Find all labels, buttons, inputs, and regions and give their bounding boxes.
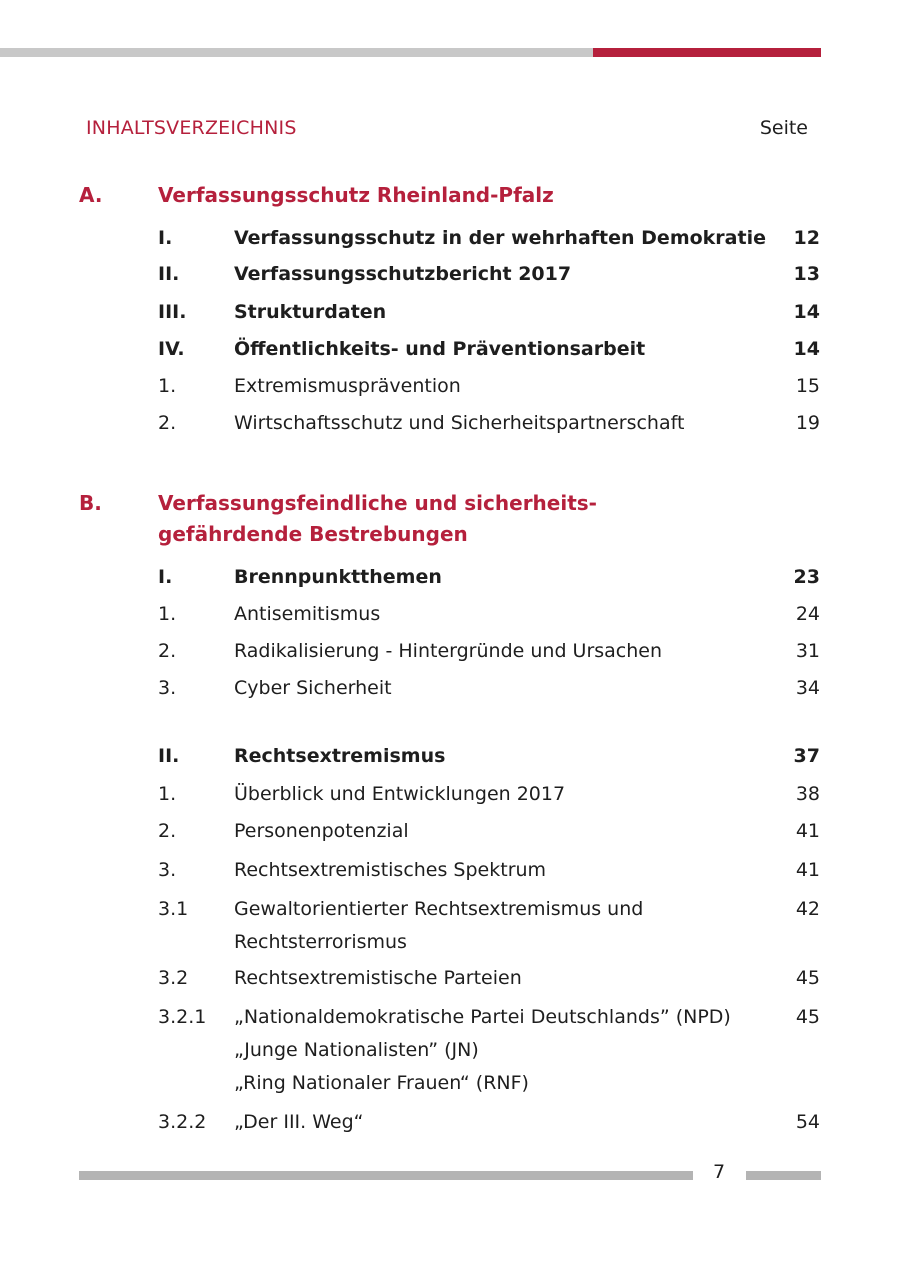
entry-page-number: 14 <box>793 338 820 360</box>
entry-title <box>234 893 774 959</box>
entry-title-line: „Nationaldemokratische Partei Deutschlands” (NPD) <box>234 1006 731 1028</box>
entry-title-line: Brennpunktthemen <box>234 566 442 588</box>
entry-title-line: Extremismusprävention <box>234 375 461 397</box>
entry-number: 3.2.2 <box>158 1111 207 1133</box>
entry-number: 1. <box>158 603 177 625</box>
entry-title <box>234 333 774 366</box>
section-title <box>158 180 638 211</box>
bottom-gray-bar-left <box>79 1171 693 1180</box>
entry-title <box>234 962 774 995</box>
entry-title-line: Rechtsextremismus <box>234 745 446 767</box>
entry-number: IV. <box>158 338 185 360</box>
entry-page-number: 34 <box>795 677 820 699</box>
entry-page-number: 19 <box>795 412 820 434</box>
entry-number: 2. <box>158 412 177 434</box>
entry-title <box>234 561 774 594</box>
entry-title <box>234 740 774 773</box>
entry-title-line: „Ring Nationaler Frauen“ (RNF) <box>234 1072 529 1094</box>
entry-number: I. <box>158 227 173 249</box>
entry-number: 3. <box>158 859 177 881</box>
entry-number: 3.1 <box>158 898 189 920</box>
entry-title-line: Öffentlichkeits- und Präventionsarbeit <box>234 338 646 360</box>
page-number: 7 <box>712 1161 726 1183</box>
entry-page-number: 45 <box>795 967 820 989</box>
entry-title <box>234 778 774 811</box>
entry-page-number: 15 <box>795 375 820 397</box>
entry-page-number: 38 <box>795 783 820 805</box>
entry-title <box>234 598 774 631</box>
entry-title <box>234 1106 774 1139</box>
entry-title <box>234 258 774 291</box>
entry-title-line: Überblick und Entwicklungen 2017 <box>234 783 566 805</box>
entry-page-number: 31 <box>795 640 820 662</box>
entry-number: III. <box>158 301 187 323</box>
entry-title-line: Wirtschaftsschutz und Sicherheitspartnerschaft <box>234 412 685 434</box>
entry-number: 3.2 <box>158 967 189 989</box>
entry-page-number: 54 <box>795 1111 820 1133</box>
entry-number: II. <box>158 263 180 285</box>
bottom-gray-bar-right <box>746 1171 821 1180</box>
entry-page-number: 37 <box>793 745 820 767</box>
entry-title <box>234 296 774 329</box>
entry-title-line: Radikalisierung - Hintergründe und Ursachen <box>234 640 663 662</box>
entry-number: 1. <box>158 783 177 805</box>
entry-number: 3.2.1 <box>158 1006 207 1028</box>
entry-number: 2. <box>158 640 177 662</box>
entry-number: 3. <box>158 677 177 699</box>
entry-title <box>234 222 774 255</box>
entry-title-line: Verfassungsschutzbericht 2017 <box>234 263 572 285</box>
top-red-bar <box>593 48 821 57</box>
entry-title-line: Cyber Sicherheit <box>234 677 392 699</box>
entry-title <box>234 815 774 848</box>
entry-title-line: Rechtsextremistisches Spektrum <box>234 859 547 881</box>
entry-title-line: „Der III. Weg“ <box>234 1111 364 1133</box>
section-title-line: Verfassungsfeindliche und sicherheits- <box>158 491 597 515</box>
toc-heading: INHALTSVERZEICHNIS <box>86 117 297 139</box>
section-letter: B. <box>79 491 102 515</box>
top-gray-bar <box>0 48 593 57</box>
entry-number: 2. <box>158 820 177 842</box>
entry-title-line: Gewaltorientierter Rechtsextremismus und <box>234 898 644 920</box>
entry-title-line: Rechtsextremistische Parteien <box>234 967 522 989</box>
entry-title <box>234 370 774 403</box>
entry-page-number: 24 <box>795 603 820 625</box>
entry-page-number: 14 <box>793 301 820 323</box>
section-title <box>158 488 638 550</box>
entry-page-number: 12 <box>793 227 820 249</box>
entry-number: 1. <box>158 375 177 397</box>
entry-page-number: 23 <box>793 566 820 588</box>
entry-title <box>234 672 774 705</box>
entry-page-number: 41 <box>795 820 820 842</box>
entry-title <box>234 854 774 887</box>
section-title-line: gefährdende Bestrebungen <box>158 522 468 546</box>
entry-title-line: Rechtsterrorismus <box>234 931 407 953</box>
entry-title <box>234 407 774 440</box>
entry-number: II. <box>158 745 180 767</box>
entry-title <box>234 1001 774 1100</box>
entry-title-line: Verfassungsschutz in der wehrhaften Demokratie <box>234 227 766 249</box>
entry-page-number: 45 <box>795 1006 820 1028</box>
page-column-heading: Seite <box>759 117 808 139</box>
entry-title-line: Strukturdaten <box>234 301 387 323</box>
section-title-line: Verfassungsschutz Rheinland-Pfalz <box>158 183 554 207</box>
entry-page-number: 41 <box>795 859 820 881</box>
section-letter: A. <box>79 183 103 207</box>
entry-title-line: „Junge Nationalisten” (JN) <box>234 1039 479 1061</box>
entry-title-line: Antisemitismus <box>234 603 381 625</box>
entry-page-number: 13 <box>793 263 820 285</box>
entry-number: I. <box>158 566 173 588</box>
entry-title <box>234 635 774 668</box>
entry-title-line: Personenpotenzial <box>234 820 409 842</box>
entry-page-number: 42 <box>795 898 820 920</box>
